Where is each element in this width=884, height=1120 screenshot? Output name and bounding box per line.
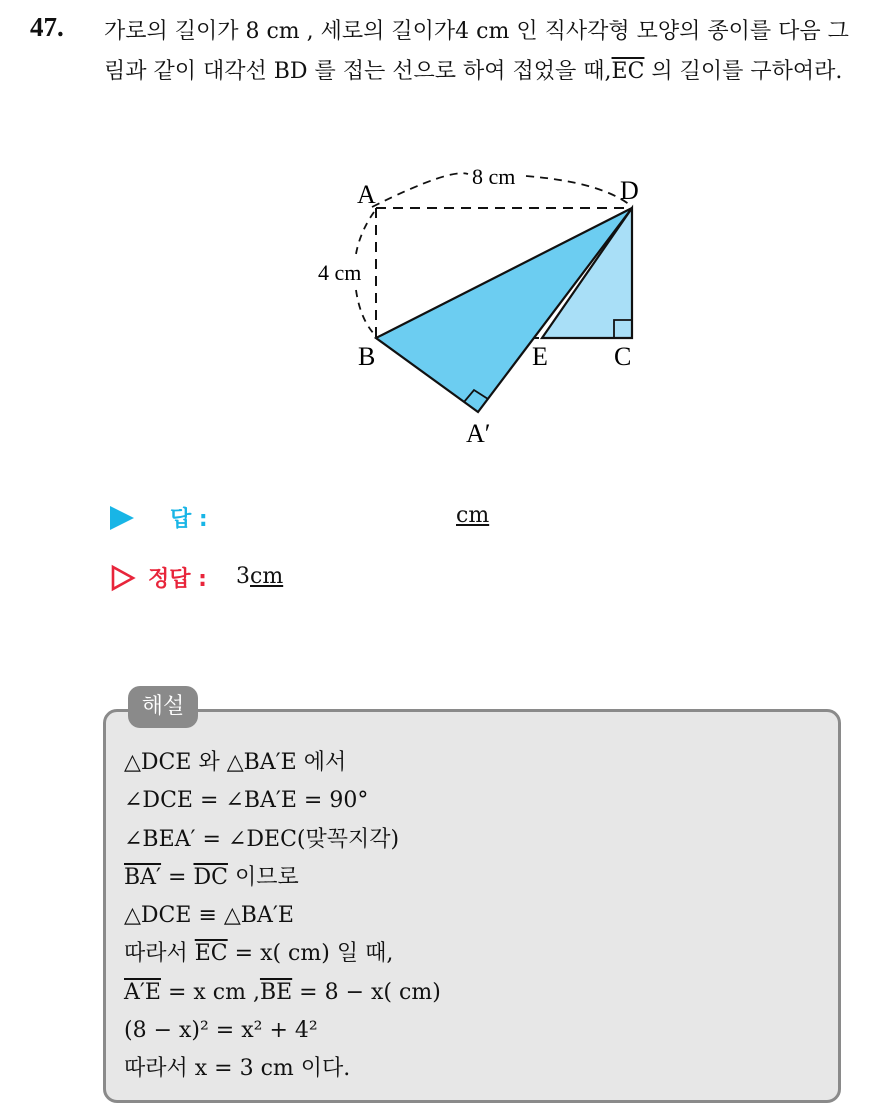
- solution-line: △DCE 와 △BA′E 에서: [124, 750, 347, 775]
- folded-rectangle-figure: [300, 150, 660, 460]
- solution-lines: [124, 744, 824, 1089]
- solution-line: A′E = x cm $,\overline{BE} = 8 - x$( cm): [124, 979, 441, 1005]
- correct-answer-row: [110, 562, 610, 598]
- question-text-part2: 의 길이를 구하여라.: [644, 59, 843, 84]
- label-b: B: [358, 342, 376, 371]
- label-a: A: [357, 180, 376, 209]
- label-width-8cm: 8 cm: [472, 164, 516, 189]
- correct-label: 정답 :: [148, 567, 207, 592]
- dimension-arc-top: [372, 173, 468, 207]
- question-segment-ec: $\overline{EC}$: [611, 59, 645, 84]
- label-d: D: [620, 176, 639, 205]
- dimension-arc-left-upper: [356, 212, 374, 254]
- answer-row: [110, 500, 610, 536]
- solution-line: $BA' = \overline{DC}$ 이므로: [124, 864, 299, 890]
- correct-arrow-icon: [110, 564, 136, 592]
- correct-unit: cm: [250, 564, 284, 589]
- correct-number: 3: [236, 564, 250, 589]
- question-text: [104, 12, 864, 92]
- solution-line: ∠DCE = ∠BA′E = 90°: [124, 788, 369, 814]
- answer-label: 답 :: [170, 507, 208, 532]
- question-text-part1: 가로의 길이가 8 cm , 세로의 길이가4 cm 인 직사각형 모양의 종이를 다음 그림과 같이 대각선 BD 를 접는 선으로 하여 접었을 때,: [104, 19, 849, 84]
- solution-line: 따라서 $\overline{EC} = x$( cm) 일 때,: [124, 941, 394, 967]
- question-number: 47.: [30, 12, 64, 42]
- solution-line: △DCE ≡ △BA′E: [124, 903, 294, 929]
- label-c: C: [614, 342, 632, 371]
- dimension-arc-top-right: [526, 176, 630, 205]
- solution-line: (8 − x)² = x² + 4²: [124, 1018, 318, 1044]
- answer-arrow-icon: [110, 506, 134, 530]
- dimension-arc-left-lower: [356, 290, 374, 334]
- solution-line: ∠BEA′ = ∠DEC(맞꼭지각): [124, 826, 400, 852]
- label-a-prime: A′: [466, 419, 491, 448]
- correct-value: [236, 564, 283, 589]
- solution-line: 따라서 x = 3 cm 이다.: [124, 1056, 351, 1082]
- answer-unit: cm: [456, 503, 490, 528]
- solution-tag: 해설: [128, 686, 198, 728]
- label-height-4cm: 4 cm: [318, 260, 362, 285]
- label-e: E: [532, 342, 548, 371]
